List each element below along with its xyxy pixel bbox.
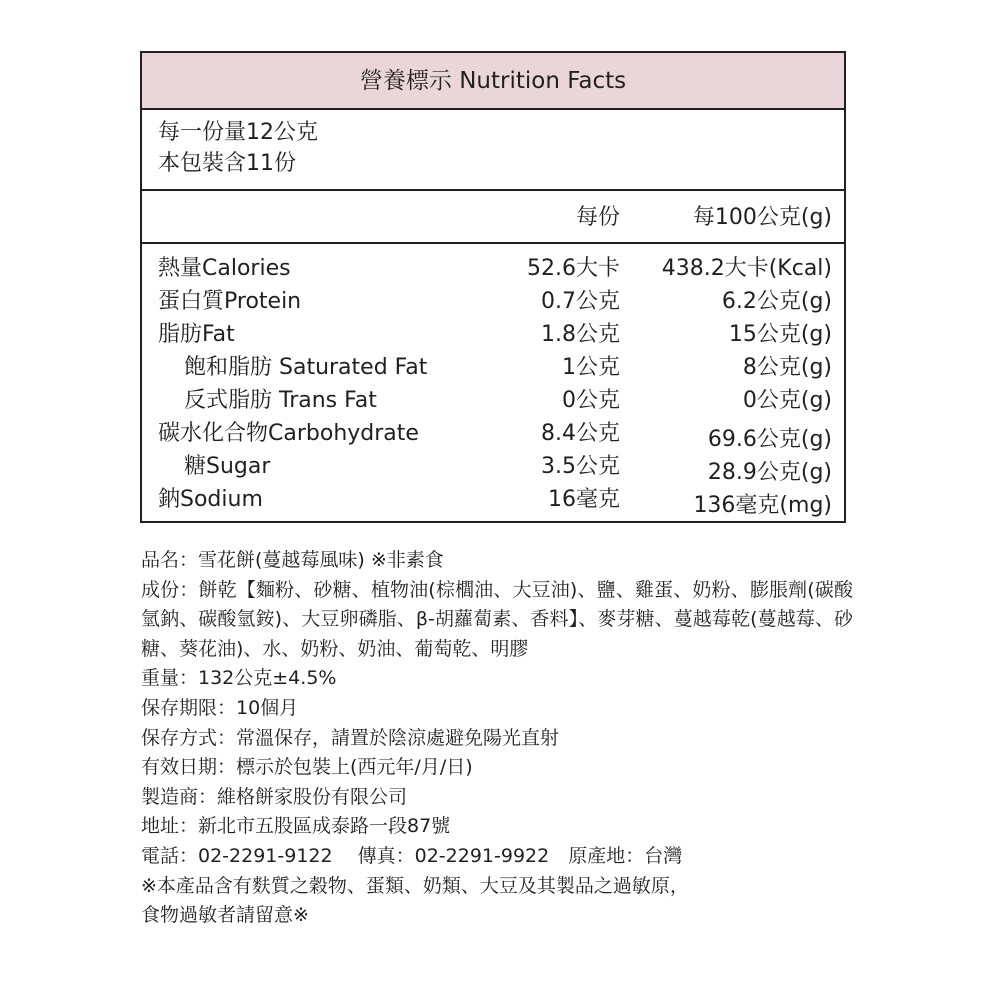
column-header-per-serving: 每份 [575,205,620,230]
nutrient-name: 蛋白質Protein [158,289,302,314]
servings-per-package: 本包裝含11份 [158,151,296,176]
nutrient-name: 碳水化合物Carbohydrate [158,421,419,446]
storage-method: 保存方式：常溫保存，請置於陰涼處避免陽光直射 [141,726,560,749]
contact-info: 電話：02-2291-9122 傳真：02-2291-9922 原產地：台灣 [141,844,683,867]
column-header-per-100g: 每100公克(g) [692,205,832,230]
per-serving-value: 16毫克 [548,487,620,512]
ingredients: 成份：餅乾【麵粉、砂糖、植物油(棕櫚油、大豆油)、鹽、雞蛋、奶粉、膨脹劑(碳酸氫鈉、碳酸氫銨)、大豆卵磷脂、β-胡蘿蔔素、香料】、麥芽糖、蔓越莓乾(蔓越莓、砂糖、葵花油)、水、奶粉、奶油、葡萄乾、明膠 [141,578,853,660]
per-100g-value: 438.2大卡(Kcal) [661,256,832,281]
nutrient-row-protein [142,285,844,318]
per-100g-value: 8公克(g) [742,355,832,380]
per-serving-value: 3.5公克 [541,454,620,479]
nutrient-name: 脂肪Fat [158,322,235,347]
serving-info [158,117,318,179]
per-serving-value: 0公克 [562,388,620,413]
divider [142,242,844,244]
net-weight: 重量：132公克±4.5% [141,667,337,690]
nutrient-row-saturated-fat [142,351,844,384]
per-serving-value: 0.7公克 [541,289,620,314]
product-information [141,546,853,931]
per-100g-value: 69.6公克(g) [707,427,832,452]
product-name: 品名：雪花餅(蔓越莓風味) ※非素食 [141,549,444,571]
nutrient-name: 反式脂肪 Trans Fat [184,388,377,413]
shelf-life: 保存期限：10個月 [141,696,299,719]
per-100g-value: 0公克(g) [742,388,832,413]
nutrient-name: 鈉Sodium [158,487,263,512]
allergen-notice: ※本產品含有麩質之穀物、蛋類、奶類、大豆及其製品之過敏原， [141,874,689,897]
nutrition-facts-table [140,51,846,523]
nutrient-name: 熱量Calories [158,256,291,281]
per-100g-value: 28.9公克(g) [707,460,832,485]
address: 地址：新北市五股區成泰路一段87號 [141,815,451,838]
nutrient-row-fat [142,318,844,351]
nutrient-name: 飽和脂肪 Saturated Fat [184,355,428,380]
nutrient-name: 糖Sugar [184,454,271,479]
per-serving-value: 1公克 [562,355,620,380]
per-serving-value: 1.8公克 [541,322,620,347]
per-100g-value: 6.2公克(g) [721,289,832,314]
nutrition-title: 營養標示 Nutrition Facts [142,53,844,110]
expiry-date: 有效日期：標示於包裝上(西元年/月/日) [141,756,473,779]
per-serving-value: 52.6大卡 [527,256,620,281]
serving-size: 每一份量12公克 [158,120,318,145]
nutrient-row-sodium [142,483,844,516]
per-100g-value: 136毫克(mg) [693,493,832,518]
nutrient-row-trans-fat [142,384,844,417]
per-100g-value: 15公克(g) [728,322,832,347]
nutrient-row-carbohydrate [142,417,844,450]
divider [142,189,844,191]
nutrient-row-calories [142,252,844,285]
per-serving-value: 8.4公克 [541,421,620,446]
manufacturer: 製造商：維格餅家股份有限公司 [141,785,408,808]
allergen-notice-cont: 食物過敏者請留意※ [141,904,309,927]
nutrient-row-sugar [142,450,844,483]
